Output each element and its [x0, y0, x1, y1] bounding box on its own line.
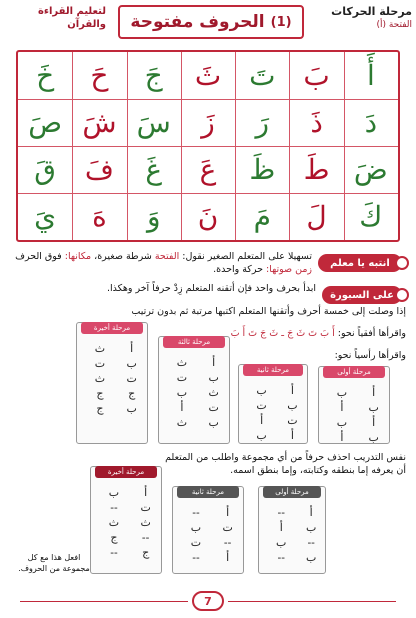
- stage-letter: أ: [290, 429, 294, 442]
- header-left: [6, 5, 106, 45]
- stage-letter: ب: [336, 386, 348, 399]
- stage-letter: ت: [222, 521, 233, 534]
- stage-letter: ت: [126, 372, 137, 385]
- letter-cell: غَ: [145, 153, 163, 186]
- stage-letter: --: [307, 536, 315, 549]
- letter-cell: أَ: [366, 59, 375, 92]
- stage-letter: ج: [128, 387, 136, 400]
- header-right-title: مرحلة الحركات: [331, 5, 412, 18]
- lesson-title-box: [118, 5, 304, 39]
- bottom-note-line1: افعل هذا مع كل: [27, 553, 81, 562]
- stage-letter: أ: [130, 342, 134, 355]
- stage-letter: ب: [368, 431, 379, 444]
- letter-cell: ثَ: [194, 59, 222, 92]
- board-line3: واقرأها أفقياً نحو: أَ بَ تَ ثَ جَ ـ ثَ جَ تَ أَ بَ: [230, 328, 406, 339]
- stage-letter: أ: [279, 521, 283, 534]
- stage-label: مرحلة ثانية: [177, 486, 239, 498]
- stage-letter: ب: [126, 357, 137, 370]
- stage-letter: ث: [176, 356, 188, 369]
- stage-letter: ج: [96, 387, 104, 400]
- stage-letter: أ: [260, 414, 264, 427]
- stage-letter: ب: [336, 416, 348, 429]
- stage-letter: --: [192, 506, 200, 519]
- stage-letter: أ: [372, 386, 376, 399]
- stage-letter: ب: [176, 386, 188, 399]
- board-tag-label: على السبورة: [330, 289, 394, 301]
- letter-cell: مَ: [253, 200, 271, 233]
- stage-label: مرحلة أخيرة: [81, 322, 143, 334]
- stage-letter: ت: [176, 371, 188, 384]
- letter-cell: يَ: [34, 200, 57, 233]
- header-right: [310, 5, 412, 45]
- stage-letter: --: [192, 551, 200, 564]
- letter-cell: قَ: [34, 153, 56, 186]
- teacher-note-text: [10, 250, 312, 276]
- stage-letter: ث: [208, 386, 219, 399]
- letter-cell: زَ: [201, 106, 215, 139]
- stage-letter: أ: [212, 356, 216, 369]
- letters-grid: [16, 50, 400, 242]
- bottom-note-line2: مجموعة من الحروف.: [18, 564, 90, 573]
- stage-letter: --: [223, 536, 232, 549]
- stage-letter: ج: [110, 531, 118, 544]
- letter-cell: خَ: [36, 59, 55, 92]
- stage-column: [186, 505, 206, 565]
- stage-column: [364, 385, 384, 445]
- stage-letter: ب: [208, 416, 219, 429]
- stage-column: [136, 485, 156, 560]
- stage-letter: --: [110, 546, 118, 559]
- stage-column: [252, 383, 272, 443]
- stage-table: [318, 366, 390, 444]
- stage-letter: ب: [126, 402, 137, 415]
- header-left-title: لتعليم القراءة والقرآن: [37, 6, 106, 30]
- page-number: 7: [192, 591, 224, 611]
- stage-letter: ث: [108, 516, 120, 529]
- stage-letter: ج: [96, 402, 104, 415]
- stage-column: [282, 383, 302, 443]
- letter-cell: ظَ: [249, 153, 276, 186]
- drill-line2: أن يعرفه إما بنطقه وكتابته، وإما بنطق اسمه.: [230, 465, 406, 476]
- stage-letter: ث: [176, 416, 188, 429]
- board-line4: واقرأها رأسياً نحو:: [334, 350, 406, 361]
- stage-letter: ث: [94, 342, 106, 355]
- letter-cell: دَ: [364, 106, 378, 139]
- letter-cell: بَ: [303, 59, 330, 92]
- letter-cell: نَ: [197, 200, 219, 233]
- stage-letter: ب: [256, 384, 267, 397]
- letter-cell: سَ: [136, 106, 171, 139]
- drill-line1: نفس التدريب احذف حرفاً من أي مجموعة واطلب من المتعلم: [165, 452, 406, 463]
- stage-letter: ب: [108, 486, 120, 499]
- stage-label: مرحلة أولى: [263, 486, 321, 498]
- stage-column: [122, 341, 142, 416]
- letter-cell: عَ: [199, 153, 217, 186]
- stage-letter: ج: [142, 546, 150, 559]
- stage-column: [218, 505, 238, 565]
- lesson-number: (1): [270, 14, 292, 30]
- stage-letter: أ: [309, 506, 313, 519]
- stage-label: مرحلة أولى: [323, 366, 385, 378]
- stage-letter: ت: [140, 501, 151, 514]
- stage-letter: ت: [190, 536, 202, 549]
- letter-cell: ذَ: [310, 106, 323, 139]
- stage-letter: --: [277, 506, 285, 519]
- bottom-note: [18, 552, 90, 574]
- letter-cell: تَ: [249, 59, 276, 92]
- stage-column: [301, 505, 321, 565]
- stage-letter: ب: [256, 429, 267, 442]
- stage-letter: ب: [305, 521, 317, 534]
- stage-label: مرحلة ثالثة: [163, 336, 225, 348]
- stage-label: مرحلة ثانية: [243, 364, 303, 376]
- letter-cell: شَ: [82, 106, 117, 139]
- stage-letter: أ: [372, 416, 376, 429]
- teacher-note-line1: تسهيلا على المتعلم الصغير نقول: الفتحة شرطة صغيرة، مكانها: فوق الحرف: [15, 251, 312, 262]
- board-tag: [322, 286, 402, 304]
- teacher-note-tag-label: انتبه يا معلم: [330, 257, 390, 269]
- stage-table: [76, 322, 148, 444]
- letter-cell: فَ: [84, 153, 114, 186]
- stage-letter: أ: [180, 401, 184, 414]
- board-line2: إذا وصلت إلى خمسة أحرف وأتقنها المتعلم اكتبها مرتبة ثم بدون ترتيب: [131, 306, 406, 317]
- stage-letter: ث: [94, 372, 106, 385]
- pencil-icon: [395, 256, 409, 270]
- stage-letter: ث: [140, 516, 151, 529]
- stage-letter: --: [110, 501, 118, 514]
- stage-letter: أ: [226, 506, 230, 519]
- stage-letter: ت: [256, 399, 267, 412]
- stage-letter: ب: [276, 536, 287, 549]
- letter-cell: جَ: [144, 59, 163, 92]
- stage-letter: ت: [287, 414, 298, 427]
- stage-label: مرحلة أخيرة: [95, 466, 157, 478]
- stage-letter: أ: [290, 384, 294, 397]
- letter-cell: وَ: [146, 200, 161, 233]
- header-right-subtitle: (أ) الفتحة: [376, 20, 412, 30]
- stage-letter: ب: [208, 371, 219, 384]
- stage-column: [90, 341, 110, 416]
- stage-letter: --: [277, 551, 285, 564]
- stage-letter: أ: [144, 486, 148, 499]
- stage-letter: ت: [94, 357, 106, 370]
- stage-letter: أ: [340, 401, 344, 414]
- stage-table: [90, 466, 162, 574]
- stage-table: [158, 336, 230, 444]
- stage-column: [271, 505, 291, 565]
- teacher-note-line2: زمن صوتها: حركة واحدة.: [213, 264, 312, 275]
- stage-column: [172, 355, 192, 430]
- letter-cell: حَ: [90, 59, 109, 92]
- stage-table: [258, 486, 326, 574]
- letter-cell: لَ: [306, 200, 327, 233]
- footer-rule-right: [228, 601, 396, 602]
- footer-rule-left: [20, 601, 188, 602]
- stage-letter: أ: [340, 431, 344, 444]
- letter-cell: هَ: [92, 200, 107, 233]
- board-line1: ابدأ بحرف واحد فإن أتقنه المتعلم زِدْ حرفاً آخر وهكذا.: [106, 283, 316, 294]
- stage-letter: --: [141, 531, 150, 544]
- stage-table: [238, 364, 308, 444]
- letter-cell: ضَ: [353, 153, 388, 186]
- stage-table: [172, 486, 244, 574]
- stage-letter: أ: [226, 551, 230, 564]
- stage-letter: ب: [287, 399, 298, 412]
- letter-cell: طَ: [303, 153, 330, 186]
- teacher-note-tag: [318, 254, 402, 272]
- letter-cell: كَ: [359, 200, 383, 233]
- letter-cell: صَ: [28, 106, 63, 139]
- letter-cell: رَ: [255, 106, 270, 139]
- stage-letter: ب: [368, 401, 379, 414]
- stage-letter: ت: [208, 401, 219, 414]
- stage-column: [204, 355, 224, 430]
- pencil-icon-2: [395, 288, 409, 302]
- stage-column: [104, 485, 124, 560]
- stage-letter: ب: [305, 551, 317, 564]
- lesson-title: الحروف مفتوحة: [130, 12, 265, 32]
- stage-letter: ب: [190, 521, 202, 534]
- stage-column: [332, 385, 352, 445]
